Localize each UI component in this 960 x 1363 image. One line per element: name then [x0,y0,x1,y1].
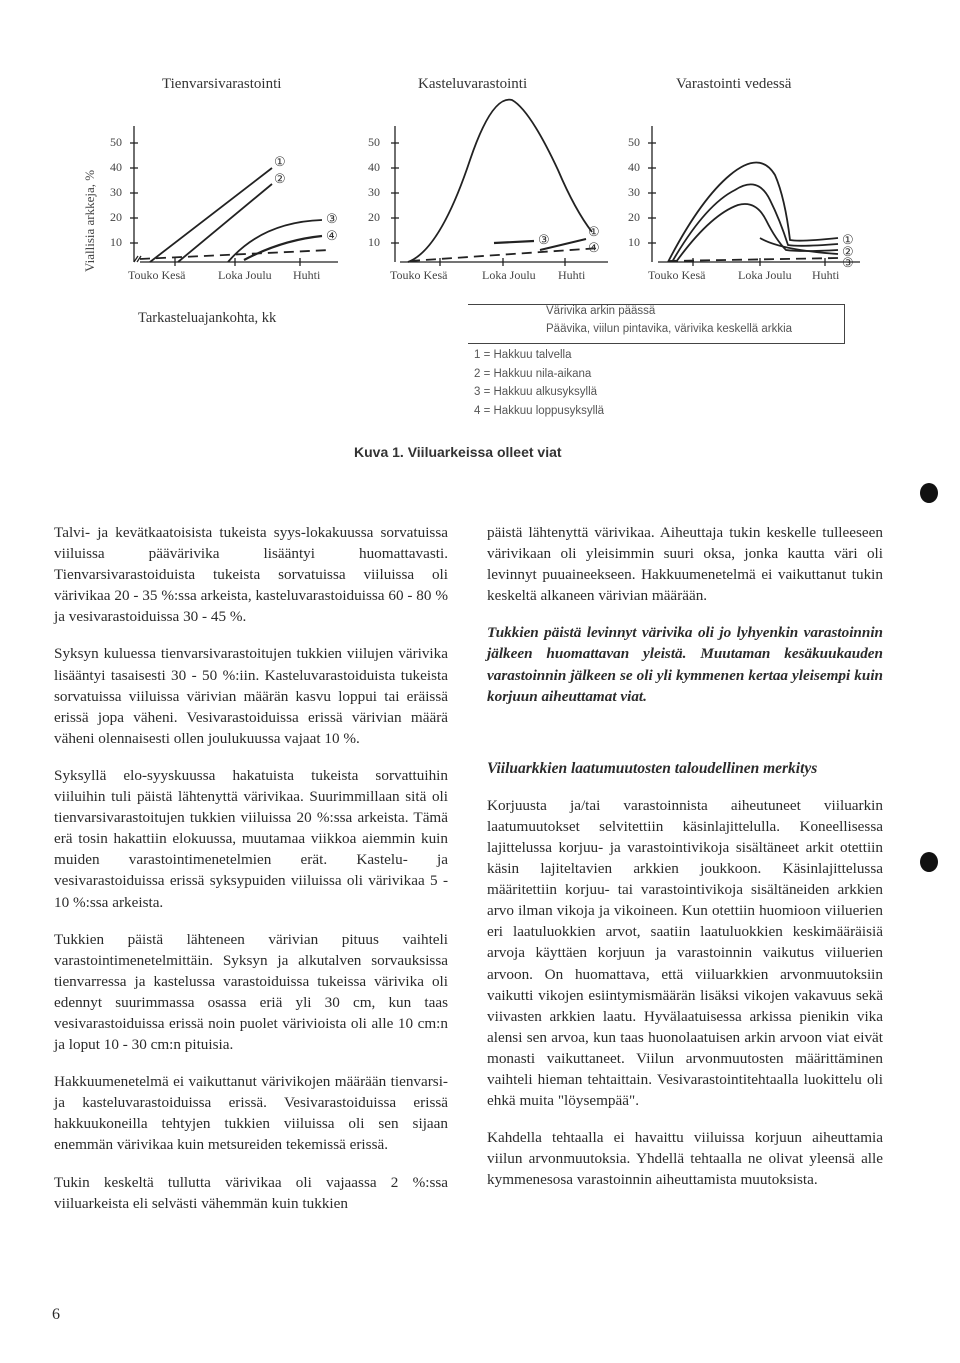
paragraph: Talvi- ja kevätkaatoisista tukeista syys-lokakuussa sorvatuissa viiluissa päävärivika lisääntyi huomattavasti. Tienvarsivarastoiduista tukeista sorvatuissa viiluissa oli värivikaa 20 - 35 %:ssa arkeista, kasteluvarastoiduissa 60 - 80 % ja vesivarastoiduissa 30 - 45 %. [54,524,448,626]
marker-1: ① [274,154,286,169]
binder-hole [920,483,938,503]
harvest-notes [474,346,604,420]
y-tick: 20 [110,210,122,224]
series-line-4 [244,236,322,260]
marker-3: ③ [842,255,854,270]
marker-4: ④ [326,228,338,243]
marker-3: ③ [538,232,550,247]
x-tick: Touko Kesä [390,268,448,282]
y-tick: 10 [628,235,640,249]
x-tick: Loka Joulu [218,268,272,282]
x-axis-label: Tarkasteluajankohta, kk [138,310,277,326]
y-tick: 50 [110,135,122,149]
x-tick: Loka Joulu [738,268,792,282]
paragraph: Hakkuumenetelmä ei vaikuttanut värivikojen määrään tienvarsi- ja kasteluvarastoiduissa erissä. Vesivarastoiduissa erissä hakkuukoneilla tehtyjen tukkien viiluissa oli sen sijaan enemmän värivikaa kuin metsureiden tekemissä erissä. [54,1073,448,1154]
note-1: 1 = Hakkuu talvella [474,349,572,361]
left-column [54,522,448,1230]
series-line-1 [668,163,838,263]
y-tick: 20 [368,210,380,224]
series-line-3 [228,220,322,262]
note-2: 2 = Hakkuu nila-aikana [474,367,592,380]
series-line-peak [408,100,592,262]
figure-chart [0,0,960,300]
paragraph: Tukkien päistä lähteneen värivian pituus vaihteli varastointimenetelmittäin. Syksyn ja alkutalven sorvauksissa tienvarressa ja kastelussa varastoiduissa tukeissa värivika oli edennyt suurimmassa osassa eriä yli 30 cm, kun taas vesivarastoiduissa erissä noin puolet värivioista oli alle 10 cm:n ja loput 10 - 30 cm:n pituisia. [54,930,448,1054]
page-number: 6 [52,1306,60,1323]
panel-title-sprinkler: Kasteluvarastointi [418,76,528,92]
marker-2: ② [842,244,854,259]
y-tick: 50 [368,135,380,149]
x-tick: Huhti [558,268,586,282]
y-axis-label: Viallisia arkkeja, % [82,169,97,272]
legend-dashed-label: Päävika, viilun pintavika, värivika keskellä arkkia [546,323,793,335]
paragraph: Syksyllä elo-syyskuussa hakatuista tukeista sorvattuihin viiluihin tuli päistä lähtenyttä värivikaa. Suurimmillaan sitä oli tienvarsivarastoitujen tukkien viiluissa 20 %:ssa arkeista. Tämä erä tosin hakattiin elokuussa, muutamaa viikkoa aiemmin kuin muiden varastointimenetelmien erät. Kastelu- ja vesivarastoiduissa erissä syksypuiden viiluissa oli värivikaa 5 - 10 %:ssa arkeista. [54,766,448,911]
binder-hole [920,852,938,872]
y-tick: 50 [628,135,640,149]
series-line-1 [150,168,272,262]
series-dashed [668,258,840,261]
series-dashed [410,248,600,261]
paragraph: Kahdella tehtaalla ei havaittu viiluissa korjuun aiheuttamia viilun arvonmuutoksia. Yhdellä tehtaalla ne olivat yleensä alle kymmenesosa varastoinnin aiheuttamista muutoksista. [487,1129,883,1189]
y-tick: 30 [368,185,380,199]
x-tick: Huhti [293,268,321,282]
paragraph: Tukin keskeltä tullutta värivikaa oli vajaassa 2 %:ssa viiluarkeista eli selvästi vähemmän kuin tukkien [54,1173,448,1212]
note-4: 4 = Hakkuu loppusyksyllä [474,404,605,417]
x-tick: Loka Joulu [482,268,536,282]
marker-3: ③ [326,211,338,226]
y-tick: 30 [628,185,640,199]
series-line-3 [676,204,838,262]
panel-title-roadside: Tienvarsivarastointi [162,76,282,92]
y-tick: 40 [110,160,122,174]
paragraph: Korjuusta ja/tai varastoinnista aiheutuneet viiluarkin laatumuutokset selvitettiin käsinlajittelulla. Koneellisessa lajittelussa korjuu- ja varastointivikoja sisältäneet arkit otettiin käsin lajiteltavien arkkien joukkoon. Käsinlajittelussa määritettiin korjuu- tai varastointivikoja sisältäneiden arkkien arvo ilman vikoja ja vikoineen. Kun otettiin huomioon viiluerien eri laatuluokkien arvot, saatiin laatuluokkien keskimääräisiä arvoja käyttäen korjuun ja varastoinnin vaikutus viiluerien arvoon. On huomattava, että viiluarkkien arvonmuutoksiin vaikutti vikojen esiintymismäärän lisäksi vikojen vakavuus sekä viivasten arkkien laatu. Hyvälaatuisessa arkissa pienikin vika alensi sen arvoa, kun taas huonolaatuisen arkin arvoon viat eivät monasti vaikuttaneet. Viilun arvonmuutosten määrittäminen vaihteli hieman tehtaittain. Vesivarastointitehtaalla luokittelu oli ehkä muita "löysempää". [487,796,883,1110]
y-tick: 30 [110,185,122,199]
y-tick: 40 [628,160,640,174]
caption-text: Viiluarkeissa olleet viat [407,444,562,460]
series-line-2 [178,184,272,262]
emphasis-paragraph: Tukkien päistä levinnyt värivika oli jo lyhyenkin varastoinnin jälkeen huomattavan yleistä. Muutaman kesäkuukauden varastoinnin jälkeen se oli yli kymmenen kertaa yleisempi kuin korjuun aiheuttamat viat. [487,624,883,705]
paragraph: päistä lähtenyttä värivikaa. Aiheuttaja tukin keskelle tulleeseen värivikaan oli yleisimmin suuri oksa, jonka kautta väri oli levinnyt puuaineekseen. Hakkuumenetelmä ei vaikuttanut tukin keskeltä alkaneen värivian määrään. [487,524,883,605]
y-tick: 10 [110,235,122,249]
panel-title-water: Varastointi vedessä [676,76,792,92]
section-heading: Viiluarkkien laatumuutosten taloudellinen merkitys [487,759,818,777]
marker-4: ④ [588,240,600,255]
x-tick: Touko Kesä [648,268,706,282]
figure-caption [354,444,562,460]
y-tick: 10 [368,235,380,249]
marker-1: ① [842,232,854,247]
series-line-3 [494,241,534,243]
x-tick: Huhti [812,268,840,282]
x-tick: Touko Kesä [128,268,186,282]
right-column [487,522,883,1206]
paragraph: Syksyn kuluessa tienvarsivarastoitujen tukkien viilujen värivika lisääntyi tasaisesti 30 - 50 %:iin. Kasteluvarastoiduista tukeista sorvatuissa viiluissa värivian määrän kasvu loppui tai eräissä erissä jopa väheni. Vesivarastoiduissa erissä värivian määrä väheni olennaisesti ollen joulukuussa vajaat 10 %. [54,645,448,747]
caption-label: Kuva 1. [354,444,404,460]
note-3: 3 = Hakkuu alkusyksyllä [474,386,598,398]
legend-solid-label: Värivika arkin päässä [546,305,656,317]
marker-1: ① [588,224,600,239]
y-tick: 40 [368,160,380,174]
marker-2: ② [274,171,286,186]
y-tick: 20 [628,210,640,224]
